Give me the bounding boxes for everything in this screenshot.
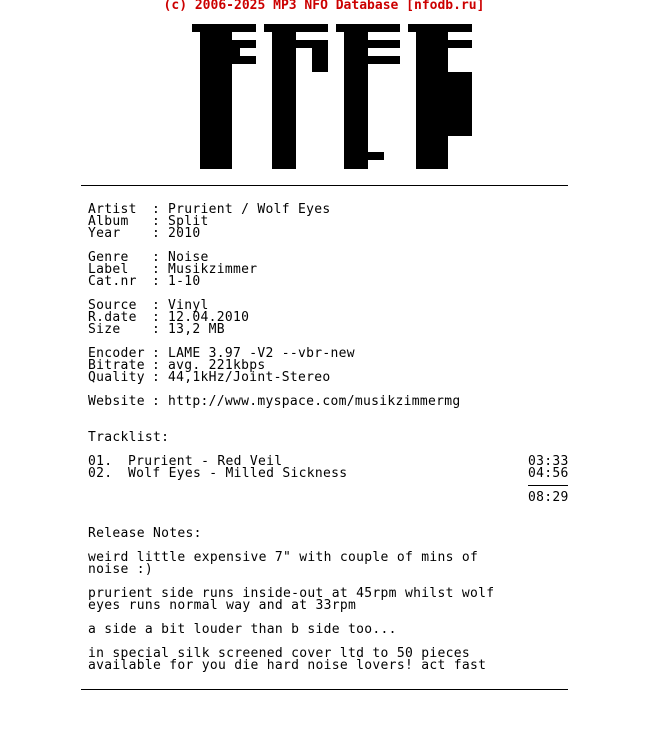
bottom-divider xyxy=(81,689,568,690)
release-notes-line: a side a bit louder than b side too... xyxy=(88,622,397,637)
total-divider xyxy=(528,485,568,486)
info-album: Album : Split xyxy=(88,214,209,229)
info-website: Website : http://www.myspace.com/musikzimmermg xyxy=(88,394,461,409)
total-duration: 08:29 xyxy=(528,490,569,505)
info-release-date: R.date : 12.04.2010 xyxy=(88,310,250,325)
track-row: 02. Wolf Eyes - Milled Sickness xyxy=(88,466,348,481)
info-quality: Quality : 44,1kHz/Joint-Stereo xyxy=(88,370,331,385)
tracklist-heading: Tracklist: xyxy=(88,430,170,445)
track-duration: 04:56 xyxy=(528,466,569,481)
info-source: Source : Vinyl xyxy=(88,298,209,313)
info-bitrate: Bitrate : avg. 221kbps xyxy=(88,358,266,373)
release-notes-heading: Release Notes: xyxy=(88,526,202,541)
release-notes-line: in special silk screened cover ltd to 50 pieces xyxy=(88,646,470,661)
info-artist: Artist : Prurient / Wolf Eyes xyxy=(88,202,331,217)
info-encoder: Encoder : LAME 3.97 -V2 --vbr-new xyxy=(88,346,355,361)
info-catnr: Cat.nr : 1-10 xyxy=(88,274,201,289)
site-header[interactable]: (c) 2006-2025 MP3 NFO Database [nfodb.ru] xyxy=(163,0,485,13)
top-divider xyxy=(81,185,568,186)
info-year: Year : 2010 xyxy=(88,226,201,241)
release-notes-line: eyes runs normal way and at 33rpm xyxy=(88,598,357,613)
info-genre: Genre : Noise xyxy=(88,250,209,265)
release-notes-line: noise :) xyxy=(88,562,154,577)
release-notes-line: weird little expensive 7" with couple of mins of xyxy=(88,550,479,565)
info-label: Label : Musikzimmer xyxy=(88,262,258,277)
release-notes-line: prurient side runs inside-out at 45rpm whilst wolf xyxy=(88,586,495,601)
track-row: 01. Prurient - Red Veil xyxy=(88,454,283,469)
release-notes-line: available for you die hard noise lovers! act fast xyxy=(88,658,487,673)
nfo-ascii-logo xyxy=(192,24,474,169)
track-duration: 03:33 xyxy=(528,454,569,469)
info-size: Size : 13,2 MB xyxy=(88,322,225,337)
